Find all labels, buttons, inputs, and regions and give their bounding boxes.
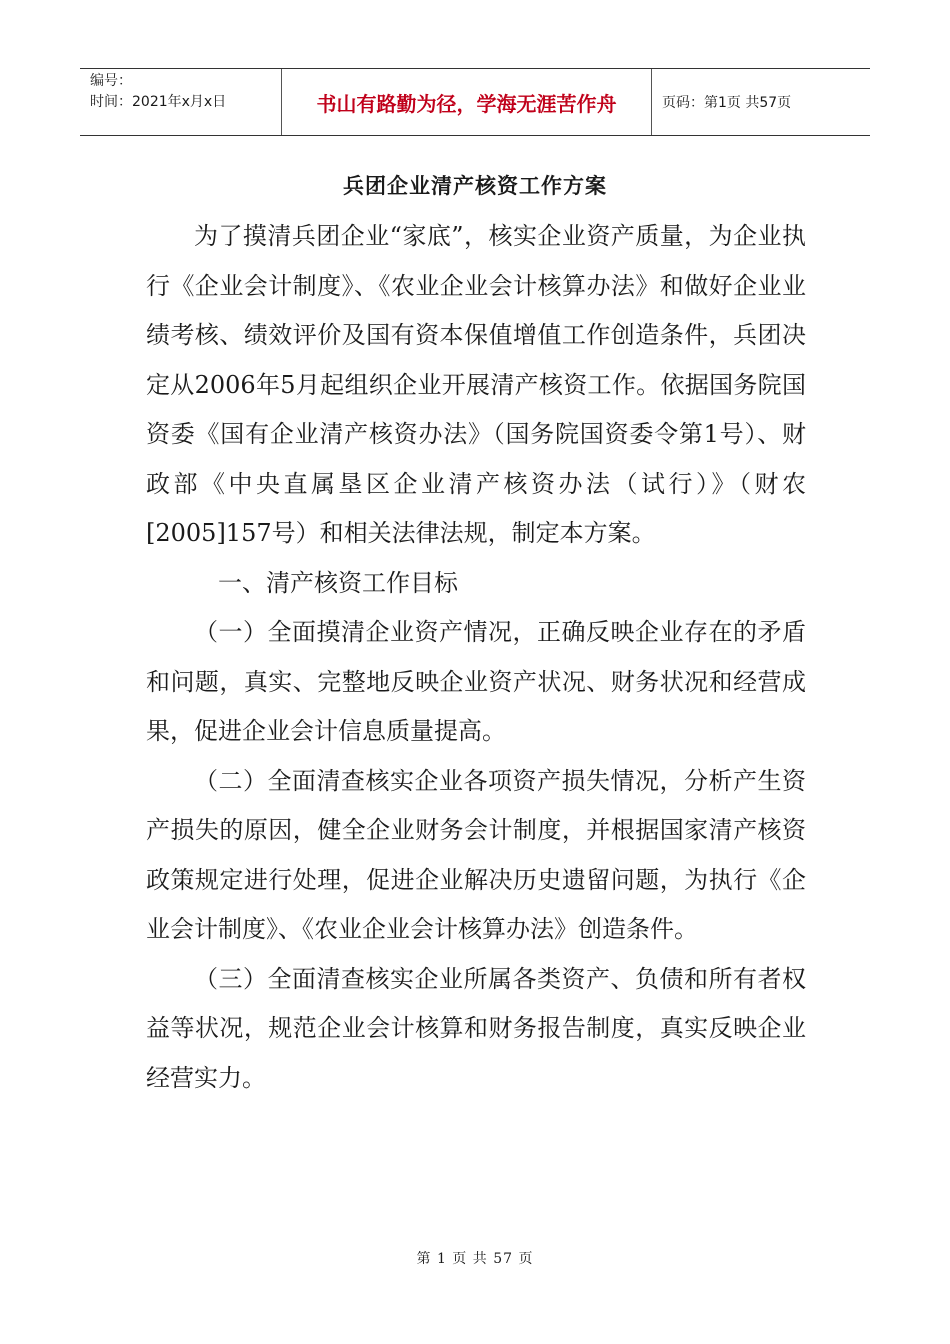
goal-paragraph-3: （三）全面清查核实企业所属各类资产、负债和所有者权益等状况，规范企业会计核算和财务报告制度，真实反映企业经营实力。 (146, 964, 806, 1092)
document-number-label: 编号： (90, 73, 132, 89)
document-date: 时间：2021年x月x日 (90, 94, 227, 110)
intro-paragraph: 为了摸清兵团企业“家底”，核实企业资产质量，为企业执行《企业会计制度》、《农业企业会计核算办法》和做好企业业绩考核、绩效评价及国有资本保值增值工作创造条件，兵团决定从2006年5月起组织企业开展清产核资工作。依据国务院国资委《国有企业清产核资办法》（国务院国资委令第1号）、财政部《中央直属垦区企业清产核资办法（试行）》（财农[2005]157号）和相关法律法规，制定本方案。 (146, 222, 806, 547)
section-heading: 一、清产核资工作目标 (218, 568, 458, 597)
goal-paragraph-1: （一）全面摸清企业资产情况，正确反映企业存在的矛盾和问题，真实、完整地反映企业资产状况、财务状况和经营成果，促进企业会计信息质量提高。 (146, 618, 806, 745)
document-title: 兵团企业清产核资工作方案 (343, 174, 607, 198)
goal-paragraph-2: （二）全面清查核实企业各项资产损失情况，分析产生资产损失的原因，健全企业财务会计制度，并根据国家清产核资政策规定进行处理，促进企业解决历史遗留问题，为执行《企业会计制度》、《农业企业会计核算办法》创造条件。 (146, 766, 806, 943)
header-table (80, 68, 870, 136)
header-meta-cell (80, 69, 282, 135)
document-body (146, 212, 806, 1103)
page-footer: 第 1 页 共 57 页 (416, 1251, 534, 1267)
header-motto: 书山有路勤为径，学海无涯苦作舟 (282, 69, 652, 135)
header-page-info: 页码：第1页 共57页 (662, 95, 792, 111)
